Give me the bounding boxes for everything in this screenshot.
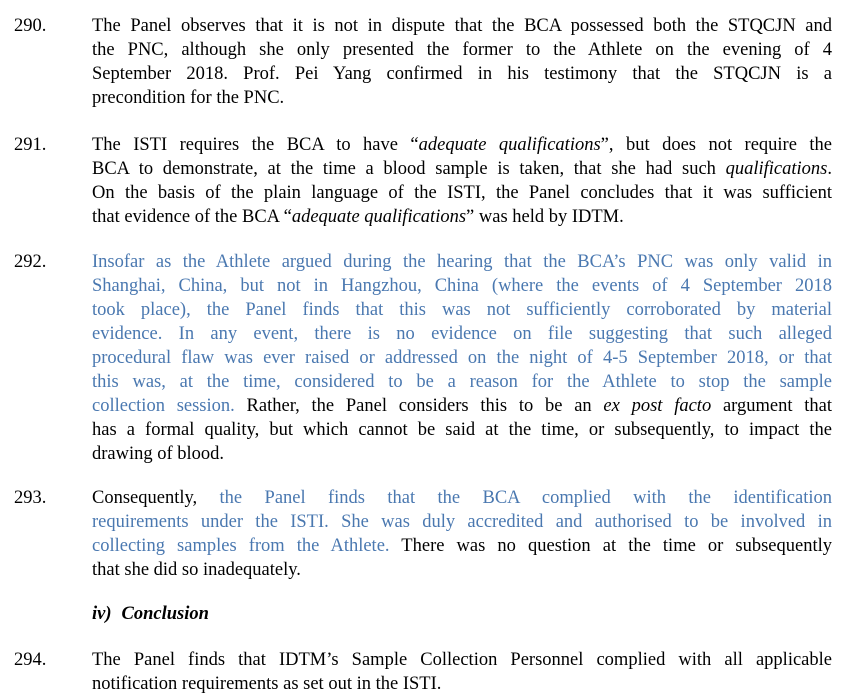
paragraph-number: 290. xyxy=(14,16,47,36)
text-run: The ISTI requires the BCA to have “ xyxy=(92,135,419,155)
text-run: The Panel finds that IDTM’s Sample Collection Personnel complied with all applicable xyxy=(92,650,832,670)
highlighted-text: collecting samples from the Athlete. xyxy=(92,536,390,556)
text-run: the PNC, although she only presented the former to the Athlete on the evening of 4 xyxy=(92,40,832,60)
text-line xyxy=(92,274,832,298)
paragraph-text xyxy=(92,648,832,696)
highlighted-text: took place), the Panel finds that this was not sufficiently corroborated by material xyxy=(92,300,832,320)
paragraph-text xyxy=(92,133,832,229)
text-run: BCA to demonstrate, at the time a blood sample is taken, that she had such xyxy=(92,159,726,179)
text-line xyxy=(92,442,832,466)
highlighted-text: this was, at the time, considered to be a reason for the Athlete to stop the sample xyxy=(92,372,832,392)
text-run: There was no question at the time or subsequently xyxy=(389,536,832,556)
paragraph-number: 291. xyxy=(14,135,47,155)
text-line xyxy=(92,394,832,418)
text-run: argument that xyxy=(711,396,832,416)
text-line xyxy=(92,558,832,582)
text-line xyxy=(92,418,832,442)
highlighted-text: requirements under the ISTI. She was duly accredited and authorised to be involved in xyxy=(92,512,832,532)
text-line xyxy=(92,510,832,534)
text-line xyxy=(92,38,832,62)
highlighted-text: evidence. In any event, there is no evidence on file suggesting that such alleged xyxy=(92,324,832,344)
italic-text: adequate qualifications xyxy=(418,135,601,155)
text-line xyxy=(92,370,832,394)
paragraph-text xyxy=(92,486,832,582)
text-run: precondition for the PNC. xyxy=(92,88,285,108)
text-line xyxy=(92,648,832,672)
text-run: that she did so inadequately. xyxy=(92,560,301,580)
text-line xyxy=(92,157,832,181)
text-run: ”, but does not require the xyxy=(600,135,832,155)
italic-text: qualifications xyxy=(725,159,828,179)
highlighted-text: collection session. xyxy=(92,396,235,416)
text-run: ” was held by IDTM. xyxy=(466,207,624,227)
text-run: . xyxy=(827,159,832,179)
text-run: that evidence of the BCA “ xyxy=(92,207,292,227)
text-line xyxy=(92,86,832,110)
text-line xyxy=(92,672,832,696)
italic-text: ex post facto xyxy=(603,396,712,416)
text-line xyxy=(92,346,832,370)
text-line xyxy=(92,298,832,322)
text-line xyxy=(92,486,832,510)
section-heading-numeral: iv) xyxy=(92,604,112,624)
paragraph-text xyxy=(92,14,832,110)
highlighted-text: the Panel finds that the BCA complied with the identification xyxy=(219,488,832,508)
text-run: has a formal quality, but which cannot be said at the time, or subsequently, to impact the xyxy=(92,420,832,440)
text-run: Rather, the Panel considers this to be an xyxy=(234,396,604,416)
paragraph-number: 293. xyxy=(14,488,47,508)
section-heading xyxy=(92,602,209,626)
text-line xyxy=(92,133,832,157)
highlighted-text: procedural flaw was ever raised or addressed on the night of 4-5 September 2018, or that xyxy=(92,348,832,368)
highlighted-text: Shanghai, China, but not in Hangzhou, China (where the events of 4 September 2018 xyxy=(92,276,832,296)
text-line xyxy=(92,205,832,229)
text-line xyxy=(92,181,832,205)
text-run: notification requirements as set out in the ISTI. xyxy=(92,674,442,694)
text-run: The Panel observes that it is not in dispute that the BCA possessed both the STQCJN and xyxy=(92,16,832,36)
text-run: On the basis of the plain language of the ISTI, the Panel concludes that it was sufficient xyxy=(92,183,832,203)
text-run: drawing of blood. xyxy=(92,444,225,464)
text-line xyxy=(92,322,832,346)
section-heading-title: Conclusion xyxy=(121,604,209,624)
text-run: September 2018. Prof. Pei Yang confirmed in his testimony that the STQCJN is a xyxy=(92,64,832,84)
paragraph-number: 294. xyxy=(14,650,47,670)
text-line xyxy=(92,62,832,86)
text-run: Consequently, xyxy=(92,488,220,508)
italic-text: adequate qualifications xyxy=(291,207,467,227)
paragraph-text xyxy=(92,250,832,466)
text-line xyxy=(92,14,832,38)
text-line xyxy=(92,534,832,558)
text-line xyxy=(92,250,832,274)
paragraph-number: 292. xyxy=(14,252,47,272)
highlighted-text: Insofar as the Athlete argued during the hearing that the BCA’s PNC was only valid in xyxy=(92,252,832,272)
